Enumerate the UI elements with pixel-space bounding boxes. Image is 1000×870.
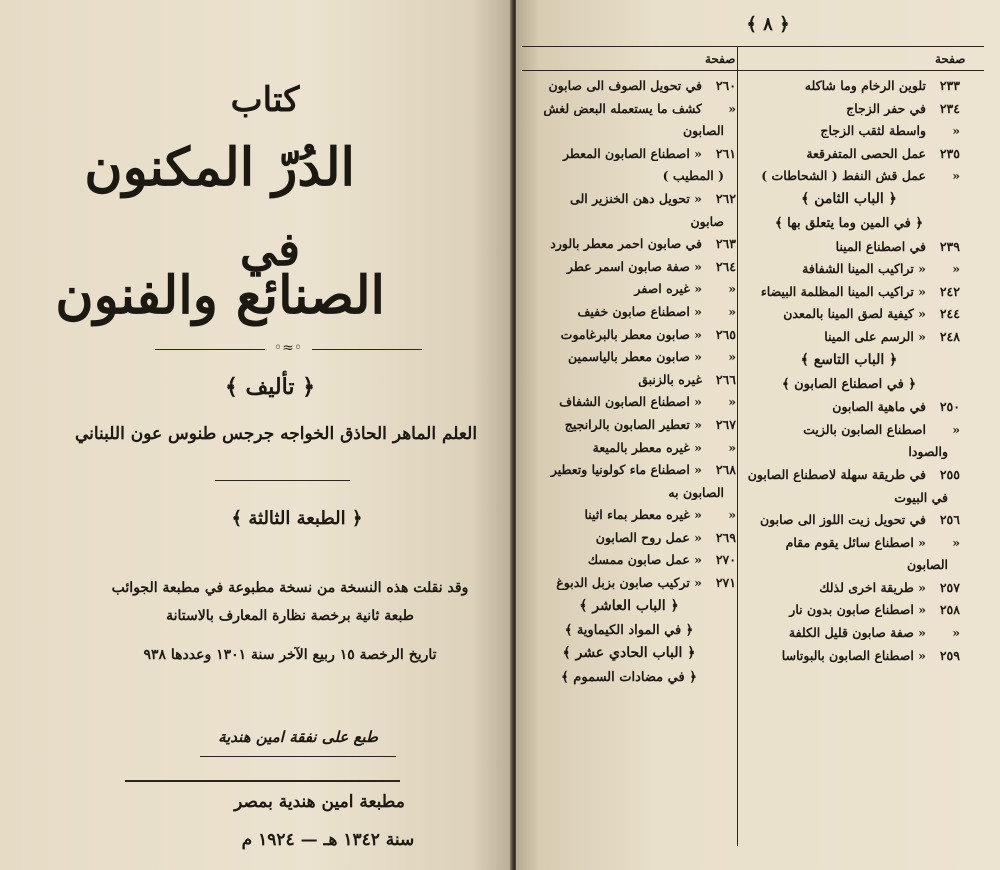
entry-title: « كيفية لصق المينا بالمعدن xyxy=(783,306,926,322)
contents-left-entry xyxy=(522,643,736,668)
contents-left-column xyxy=(522,76,736,691)
contents-left-entry xyxy=(522,438,736,461)
entry-page-number: « xyxy=(952,421,960,437)
contents-left-entry xyxy=(522,166,736,189)
entry-title: « تعطير الصابون بالرانجيج xyxy=(564,416,702,432)
entry-title: « اصطناع سائل يقوم مقام xyxy=(785,534,926,550)
entry-title: في صابون احمر معطر بالورد xyxy=(550,236,702,252)
contents-right-entry xyxy=(738,121,960,144)
contents-left-entry xyxy=(522,573,736,596)
permit-line: تاريخ الرخصة ١٥ ربيع الآخر سنة ١٣٠١ وعددها ٩٣٨ xyxy=(143,647,437,663)
entry-title: الصابون به xyxy=(668,484,724,500)
entry-title: « تراكيب المينا الشفافة xyxy=(802,261,926,277)
contents-left-entry xyxy=(522,234,736,257)
contents-right-entry xyxy=(738,442,960,465)
divider-rule xyxy=(155,349,265,350)
contents-left-entry xyxy=(522,483,736,506)
entry-title: « اصطناع الصابون المعطر xyxy=(563,145,702,161)
contents-right-entry xyxy=(738,623,960,646)
chapter-subheading: ﴿ في المين وما يتعلق بها ﴾ xyxy=(774,215,924,231)
entry-title: اصطناع الصابون بالزيت xyxy=(803,421,926,437)
entry-title: « اصطناع صابون خفيف xyxy=(577,303,702,319)
contents-right-entry xyxy=(738,304,960,327)
publication-year: سنة ١٣٤٢ هـ — ١٩٢٤ م xyxy=(241,830,415,850)
entry-title: الصابون xyxy=(682,123,724,139)
contents-left-entry xyxy=(522,76,736,99)
chapter-subheading: ﴿ في المواد الكيماوية ﴾ xyxy=(564,622,694,638)
entry-page-number: ٢٦٢ xyxy=(715,190,736,206)
entry-title: تلوين الرخام وما شاكله xyxy=(804,78,926,93)
contents-left-entry xyxy=(522,621,736,644)
contents-left-entry xyxy=(522,392,736,415)
entry-page-number: ٢٧٠ xyxy=(715,552,736,568)
entry-page-number: « xyxy=(728,100,736,116)
contents-left-entry xyxy=(522,212,736,235)
column-header-right: صفحة xyxy=(935,52,966,66)
entry-title: في تحويل الصوف الى صابون xyxy=(548,78,702,93)
entry-page-number: ٢٦٦ xyxy=(715,371,736,387)
entry-title: « صفة صابون اسمر عطر xyxy=(566,258,702,274)
column-header-left: صفحة xyxy=(705,52,736,66)
entry-title: « تركيب صابون بزبل الدبوغ xyxy=(556,575,702,591)
entry-title: « تراكيب المينا المظلمة البيضاء xyxy=(760,283,926,299)
contents-left-entry xyxy=(522,279,736,302)
entry-title: صابون xyxy=(690,213,724,229)
entry-title: كشف ما يستعمله البعض لغش xyxy=(543,100,702,116)
entry-title: « تحويل دهن الخنزير الى xyxy=(570,190,702,206)
divider-rule xyxy=(312,349,422,350)
printed-by: طبع على نفقة امين هندية xyxy=(218,728,378,746)
contents-right-entry xyxy=(738,282,960,305)
edition-label: ﴿ الطبعة الثالثة ﴾ xyxy=(231,508,363,529)
contents-left-entry xyxy=(522,668,736,691)
contents-left-entry xyxy=(522,370,736,393)
contents-right-entry xyxy=(738,600,960,623)
contents-left-entry xyxy=(522,144,736,167)
divider-ornament: ◦≈◦ xyxy=(273,340,303,356)
contents-left-entry xyxy=(522,257,736,280)
entry-title: غيره بالزنبق xyxy=(638,371,702,387)
press-rule xyxy=(125,780,400,782)
book-label: كتاب xyxy=(230,80,300,120)
contents-right-entry xyxy=(738,350,960,375)
entry-page-number: ٢٦٨ xyxy=(715,462,736,478)
entry-title: « اصطناع الصابون الشفاف xyxy=(559,394,702,410)
entry-title: « طريقة اخرى لذلك xyxy=(819,579,926,595)
contents-right-entry xyxy=(738,237,960,260)
entry-page-number: ٢٤٤ xyxy=(939,306,960,322)
entry-page-number: ٢٣٣ xyxy=(939,78,960,93)
contents-left-entry xyxy=(522,302,736,325)
chapter-heading: ﴿ الباب التاسع ﴾ xyxy=(800,351,898,368)
chapter-subheading: ﴿ في مضادات السموم ﴾ xyxy=(561,670,697,686)
entry-title: « غيره معطر بماء اثينا xyxy=(584,507,702,523)
entry-title: واسطة لثقب الزجاج xyxy=(820,123,926,139)
entry-page-number: « xyxy=(728,303,736,319)
contents-left-entry xyxy=(522,528,736,551)
page-number: ﴿ ٨ ﴾ xyxy=(746,14,790,35)
entry-page-number: ٢٥٠ xyxy=(939,399,960,415)
entry-page-number: « xyxy=(728,349,736,365)
contents-right-entry xyxy=(738,420,960,443)
entry-title: « اصطناع ماء كولونيا وتعطير xyxy=(550,462,702,478)
entry-page-number: « xyxy=(952,168,960,184)
entry-page-number: ٢٦٩ xyxy=(715,529,736,545)
entry-page-number: ٢٥٨ xyxy=(939,602,960,618)
entry-title: في حفر الزجاج xyxy=(846,100,926,116)
contents-right-entry xyxy=(738,99,960,122)
entry-page-number: ٢٤٢ xyxy=(939,283,960,299)
author-name: العلم الماهر الحاذق الخواجه جرجس طنوس عون اللبناني xyxy=(74,424,478,444)
entry-page-number: ٢٦٤ xyxy=(715,258,736,274)
entry-title: في ماهية الصابون xyxy=(832,399,926,415)
entry-page-number: « xyxy=(952,123,960,139)
entry-page-number: ٢٥٦ xyxy=(939,512,960,528)
entry-title: « اصطناع الصابون بالبوتاسا xyxy=(781,647,926,663)
entry-page-number: ٢٦٣ xyxy=(715,236,736,252)
entry-title: الصابون xyxy=(906,557,948,573)
contents-right-entry xyxy=(738,578,960,601)
entry-page-number: « xyxy=(952,625,960,641)
contents-right-entry xyxy=(738,533,960,556)
header-rule xyxy=(522,70,984,71)
contents-left-entry xyxy=(522,415,736,438)
chapter-heading: ﴿ الباب العاشر ﴾ xyxy=(579,597,679,614)
entry-title: « اصطناع صابون بدون نار xyxy=(789,602,926,618)
contents-right-entry xyxy=(738,488,960,511)
contents-left-entry xyxy=(522,99,736,122)
entry-page-number: « xyxy=(728,507,736,523)
contents-right-entry xyxy=(738,555,960,578)
entry-page-number: ٢٦٠ xyxy=(715,78,736,93)
divider-rule xyxy=(215,480,350,481)
contents-left-entry xyxy=(522,460,736,483)
contents-right-entry xyxy=(738,144,960,167)
entry-title: « غيره معطر بالميعة xyxy=(592,439,702,455)
entry-page-number: ٢٣٩ xyxy=(939,238,960,254)
entry-title: « عمل روح الصابون xyxy=(595,529,702,545)
contents-right-entry xyxy=(738,510,960,533)
entry-page-number: ٢٦١ xyxy=(715,145,736,161)
entry-title: ( المطيب ) xyxy=(662,168,724,184)
contents-left-entry xyxy=(522,596,736,621)
divider-rule xyxy=(200,756,396,757)
contents-left-entry xyxy=(522,325,736,348)
entry-title: في تحويل زيت اللوز الى صابون xyxy=(759,512,926,528)
entry-page-number: « xyxy=(728,394,736,410)
chapter-heading: ﴿ الباب الثامن ﴾ xyxy=(801,190,897,207)
contents-right-entry xyxy=(738,465,960,488)
contents-right-entry xyxy=(738,166,960,189)
entry-page-number: ٢٤٨ xyxy=(939,328,960,344)
entry-title: عمل الحصى المتفرقعة xyxy=(806,145,926,161)
entry-title: عمل قش النفط ( الشحاطات ) xyxy=(761,168,926,184)
contents-right-entry xyxy=(738,397,960,420)
entry-page-number: ٢٣٤ xyxy=(939,100,960,116)
entry-page-number: ٢٦٥ xyxy=(715,326,736,342)
entry-title: « عمل صابون ممسك xyxy=(587,552,702,568)
contents-left-entry xyxy=(522,121,736,144)
entry-title: « صفة صابون قليل الكلفة xyxy=(788,625,926,641)
chapter-subheading: ﴿ في اصطناع الصابون ﴾ xyxy=(781,376,917,392)
entry-page-number: ٢٣٥ xyxy=(939,145,960,161)
contents-right-entry xyxy=(738,189,960,214)
entry-title: في اصطناع المينا xyxy=(835,238,926,254)
contents-right-entry xyxy=(738,259,960,282)
entry-page-number: ٢٥٧ xyxy=(939,579,960,595)
entry-page-number: « xyxy=(728,439,736,455)
entry-page-number: « xyxy=(728,281,736,297)
title-line-2: في xyxy=(239,222,301,276)
permit-line: طبعة ثانية برخصة نظارة المعارف بالاستانة xyxy=(166,608,414,624)
entry-page-number: ٢٧١ xyxy=(715,575,736,591)
entry-title: « صابون معطر بالياسمين xyxy=(568,349,702,365)
contents-right-entry xyxy=(738,646,960,669)
entry-title: والصودا xyxy=(908,444,948,460)
entry-page-number: ٢٥٩ xyxy=(939,647,960,663)
press-name: مطبعة امين هندية بمصر xyxy=(234,792,405,812)
entry-page-number: « xyxy=(952,534,960,550)
entry-page-number: « xyxy=(952,261,960,277)
entry-page-number: ٢٥٥ xyxy=(939,466,960,482)
contents-right-entry xyxy=(738,76,960,99)
contents-right-column xyxy=(738,76,960,668)
title-line-3: الصنائع والفنون xyxy=(55,265,385,326)
title-line-1: الدُرّ المكنون xyxy=(84,137,355,198)
contents-left-entry xyxy=(522,550,736,573)
contents-left-entry xyxy=(522,189,736,212)
entry-title: « غيره اصفر xyxy=(634,281,702,297)
entry-page-number: ٢٦٧ xyxy=(715,416,736,432)
entry-title: « الرسم على المينا xyxy=(824,328,926,344)
contents-left-entry xyxy=(522,505,736,528)
entry-title: في طريقة سهلة لاصطناع الصابون xyxy=(747,466,926,482)
chapter-heading: ﴿ الباب الحادي عشر ﴾ xyxy=(562,645,696,662)
top-rule xyxy=(522,46,984,47)
contents-right-entry xyxy=(738,327,960,350)
contents-right-entry xyxy=(738,214,960,237)
entry-title: في البيوت xyxy=(894,489,948,505)
contents-left-entry xyxy=(522,347,736,370)
author-heading: ﴿ تأليف ﴾ xyxy=(224,374,316,400)
permit-line: وقد نقلت هذه النسخة من نسخة مطبوعة في مطبعة الجوائب xyxy=(111,580,469,596)
entry-title: « صابون معطر بالبرغاموت xyxy=(560,326,702,342)
contents-right-entry xyxy=(738,375,960,398)
